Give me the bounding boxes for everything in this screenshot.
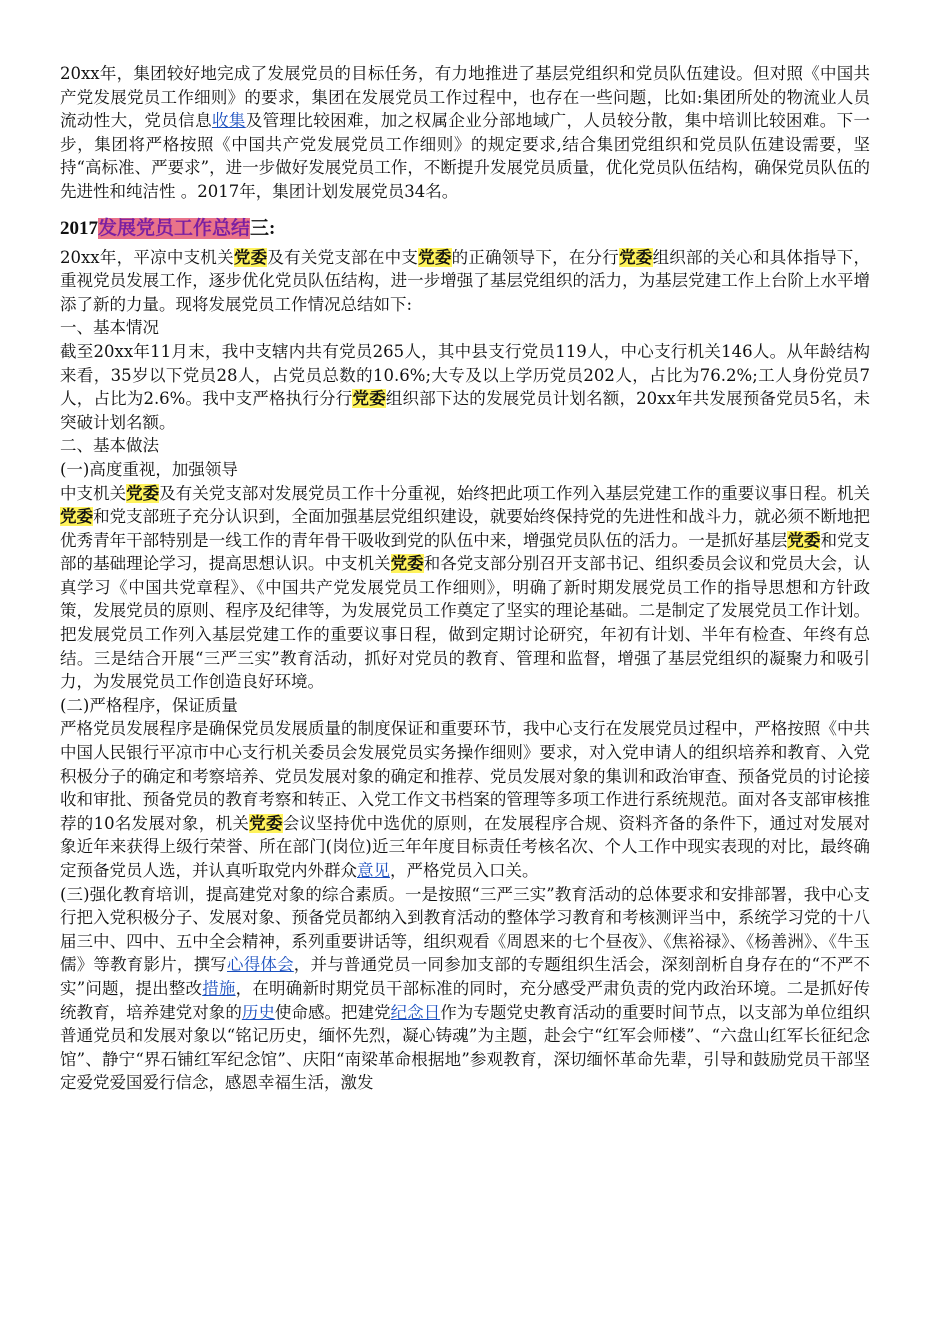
text-run: 使命感。把建党 bbox=[274, 1002, 391, 1022]
text-run: 会议坚持优中选优的原则，在发展程序合规、资料齐备的条件下，通过对发展对象近年来获得上级行荣誉、所在部门(岗位)近三年年度目标责任考核名次、个人工作中现实表现的对比，最终确定预备党员人选，并认真听取党内外群众 bbox=[60, 813, 871, 880]
text-link[interactable]: 收集 bbox=[211, 111, 246, 131]
text-run: (一)高度重视，加强领导 bbox=[60, 459, 238, 479]
text-run: 2017 bbox=[60, 217, 98, 239]
text-link[interactable]: 纪念日 bbox=[390, 1002, 441, 1022]
text-run: 20xx年，平凉中支机关 bbox=[60, 247, 234, 267]
text-run: 的正确领导下，在分行 bbox=[451, 247, 620, 267]
highlighted-keyword: 党委 bbox=[60, 507, 94, 527]
text-run: 及管理比较困难，加之权属企业分部地域广，人员较分散，集中培训比较困难。下一步，集团将严格按照《中国共产党发展党员工作细则》的规定要求,结合集团党组织和党员队伍建设需要，坚持“高标准、严要求”，进一步做好发展党员工作，不断提升发展党员质量，优化党员队伍结构，确保党员队伍的先进性和纯洁性 。2017年，集团计划发展党员34名。 bbox=[60, 111, 871, 201]
highlighted-keyword: 党委 bbox=[787, 530, 821, 550]
text-run: 和党支部的基础理论学习，提高思想认识。中支机关 bbox=[60, 530, 870, 574]
text-run: (三)强化教育培训，提高建党对象的综合素质。一是按照“三严三实”教育活动的总体要求和安排部署，我中心支行把入党积极分子、发展对象、预备党员都纳入到教育活动的整体学习教育和考核测评当中，系统学习党的十八届三中、四中、五中全会精神，系列重要讲话等，组织观看《周恩来的七个昼夜》、《焦裕禄》、《杨善洲》、《牛玉儒》等教育影片，撰写 bbox=[60, 884, 870, 975]
paragraph bbox=[60, 458, 870, 482]
paragraph bbox=[60, 717, 870, 882]
highlighted-title: 发展党员工作总结 bbox=[98, 217, 251, 239]
text-link[interactable]: 心得体会 bbox=[227, 955, 294, 975]
text-link[interactable]: 历史 bbox=[241, 1002, 275, 1022]
highlighted-keyword: 党委 bbox=[619, 247, 653, 267]
paragraph bbox=[60, 482, 870, 694]
highlighted-keyword: 党委 bbox=[126, 483, 160, 503]
section-heading bbox=[60, 216, 870, 242]
text-run: 一、基本情况 bbox=[60, 318, 159, 338]
paragraph bbox=[60, 62, 870, 204]
text-run: 和各党支部分别召开支部书记、组织委员会议和党员大会，认真学习《中国共党章程》、《中国共产党发展党员工作细则》，明确了新时期发展党员工作的指导思想和方针政策，发展党员的原则、程序及纪律等，为发展党员工作奠定了坚实的理论基础。二是制定了发展党员工作计划。把发展党员工作列入基层党建工作的重要议事日程，做到定期讨论研究，年初有计划、半年有检查、年终有总结。三是结合开展“三严三实”教育活动，抓好对党员的教育、管理和监督，增强了基层党组织的凝聚力和吸引力，为发展党员工作创造良好环境。 bbox=[60, 554, 870, 692]
text-run: 中支机关 bbox=[60, 483, 127, 503]
text-run: ，在明确新时期党员干部标准的同时，充分感受严肃负责的党内政治环境。二是抓好传统教育，培养建党对象的 bbox=[60, 978, 871, 1022]
paragraph bbox=[60, 883, 870, 1095]
text-link[interactable]: 措施 bbox=[202, 978, 236, 998]
text-link[interactable]: 意见 bbox=[357, 861, 390, 880]
highlighted-keyword: 党委 bbox=[233, 247, 268, 267]
paragraph bbox=[60, 434, 870, 458]
text-run: 截至20xx年11月末，我中支辖内共有党员265人，其中县支行党员119人，中心支行机关146人。从年龄结构来看，35岁以下党员28人，占党员总数的10.6%;大专及以上学历党员202人，占比为76.2%;工人身份党员7人，占比为2.6%。我中支严格执行分行 bbox=[60, 341, 870, 409]
paragraph bbox=[60, 694, 870, 718]
text-run: 及有关党支部对发展党员工作十分重视，始终把此项工作列入基层党建工作的重要议事日程。机关 bbox=[159, 483, 870, 503]
highlighted-keyword: 党委 bbox=[352, 389, 386, 409]
text-run: 二、基本做法 bbox=[60, 436, 159, 456]
paragraph bbox=[60, 340, 870, 434]
text-run: ，并与普通党员一同参加支部的专题组织生活会，深刻剖析自身存在的“不严不实”问题，提出整改 bbox=[60, 955, 871, 998]
highlighted-keyword: 党委 bbox=[418, 247, 452, 267]
text-run: 及有关党支部在中支 bbox=[267, 247, 419, 267]
paragraph bbox=[60, 316, 870, 340]
text-run: 严格党员发展程序是确保党员发展质量的制度保证和重要环节，我中心支行在发展党员过程中，严格按照《中共中国人民银行平凉市中心支行机关委员会发展党员实务操作细则》要求，对入党申请人的组织培养和教育、入党积极分子的确定和考察培养、党员发展对象的确定和推荐、党员发展对象的集训和政治审查、预备党员的讨论接收和审批、预备党员的教育考察和转正、入党工作文书档案的管理等多项工作进行系统规范。面对各支部审核推荐的10名发展对象，机关 bbox=[60, 719, 870, 833]
text-run: 组织部下达的发展党员计划名额，20xx年共发展预备党员5名，未突破计划名额。 bbox=[60, 389, 871, 432]
text-run: 作为专题党史教育活动的重要时间节点，以支部为单位组织普通党员和发展对象以“铭记历史，缅怀先烈，凝心铸魂”为主题，赴会宁“红军会师楼”、“六盘山红军长征纪念馆”、静宁“界石铺红军纪念馆”、庆阳“南梁革命根据地”参观教育，深切缅怀革命先辈，引导和鼓励党员干部坚定爱党爱国爱行信念，感恩幸福生活，激发 bbox=[60, 1002, 870, 1093]
text-run: 和党支部班子充分认识到，全面加强基层党组织建设，就要始终保持党的先进性和战斗力，就必须不断地把优秀青年干部特别是一线工作的青年骨干吸收到党的队伍中来，增强党员队伍的活力。一是抓好基层 bbox=[60, 507, 870, 550]
text-run: 三: bbox=[250, 217, 276, 239]
text-run: 20xx年，集团较好地完成了发展党员的目标任务，有力地推进了基层党组织和党员队伍建设。但对照《中国共产党发展党员工作细则》的要求，集团在发展党员工作过程中，也存在一些问题，比如:集团所处的物流业人员流动性大，党员信息 bbox=[60, 64, 870, 131]
highlighted-keyword: 党委 bbox=[390, 554, 424, 574]
highlighted-keyword: 党委 bbox=[249, 813, 283, 833]
text-run: (二)严格程序，保证质量 bbox=[60, 695, 238, 715]
paragraph bbox=[60, 246, 870, 317]
text-run: ，严格党员入口关。 bbox=[390, 861, 539, 880]
text-run: 组织部的关心和具体指导下，重视党员发展工作，逐步优化党员队伍结构，进一步增强了基层党组织的活力，为基层党建工作上台阶上水平增添了新的力量。现将发展党员工作情况总结如下: bbox=[60, 247, 871, 314]
